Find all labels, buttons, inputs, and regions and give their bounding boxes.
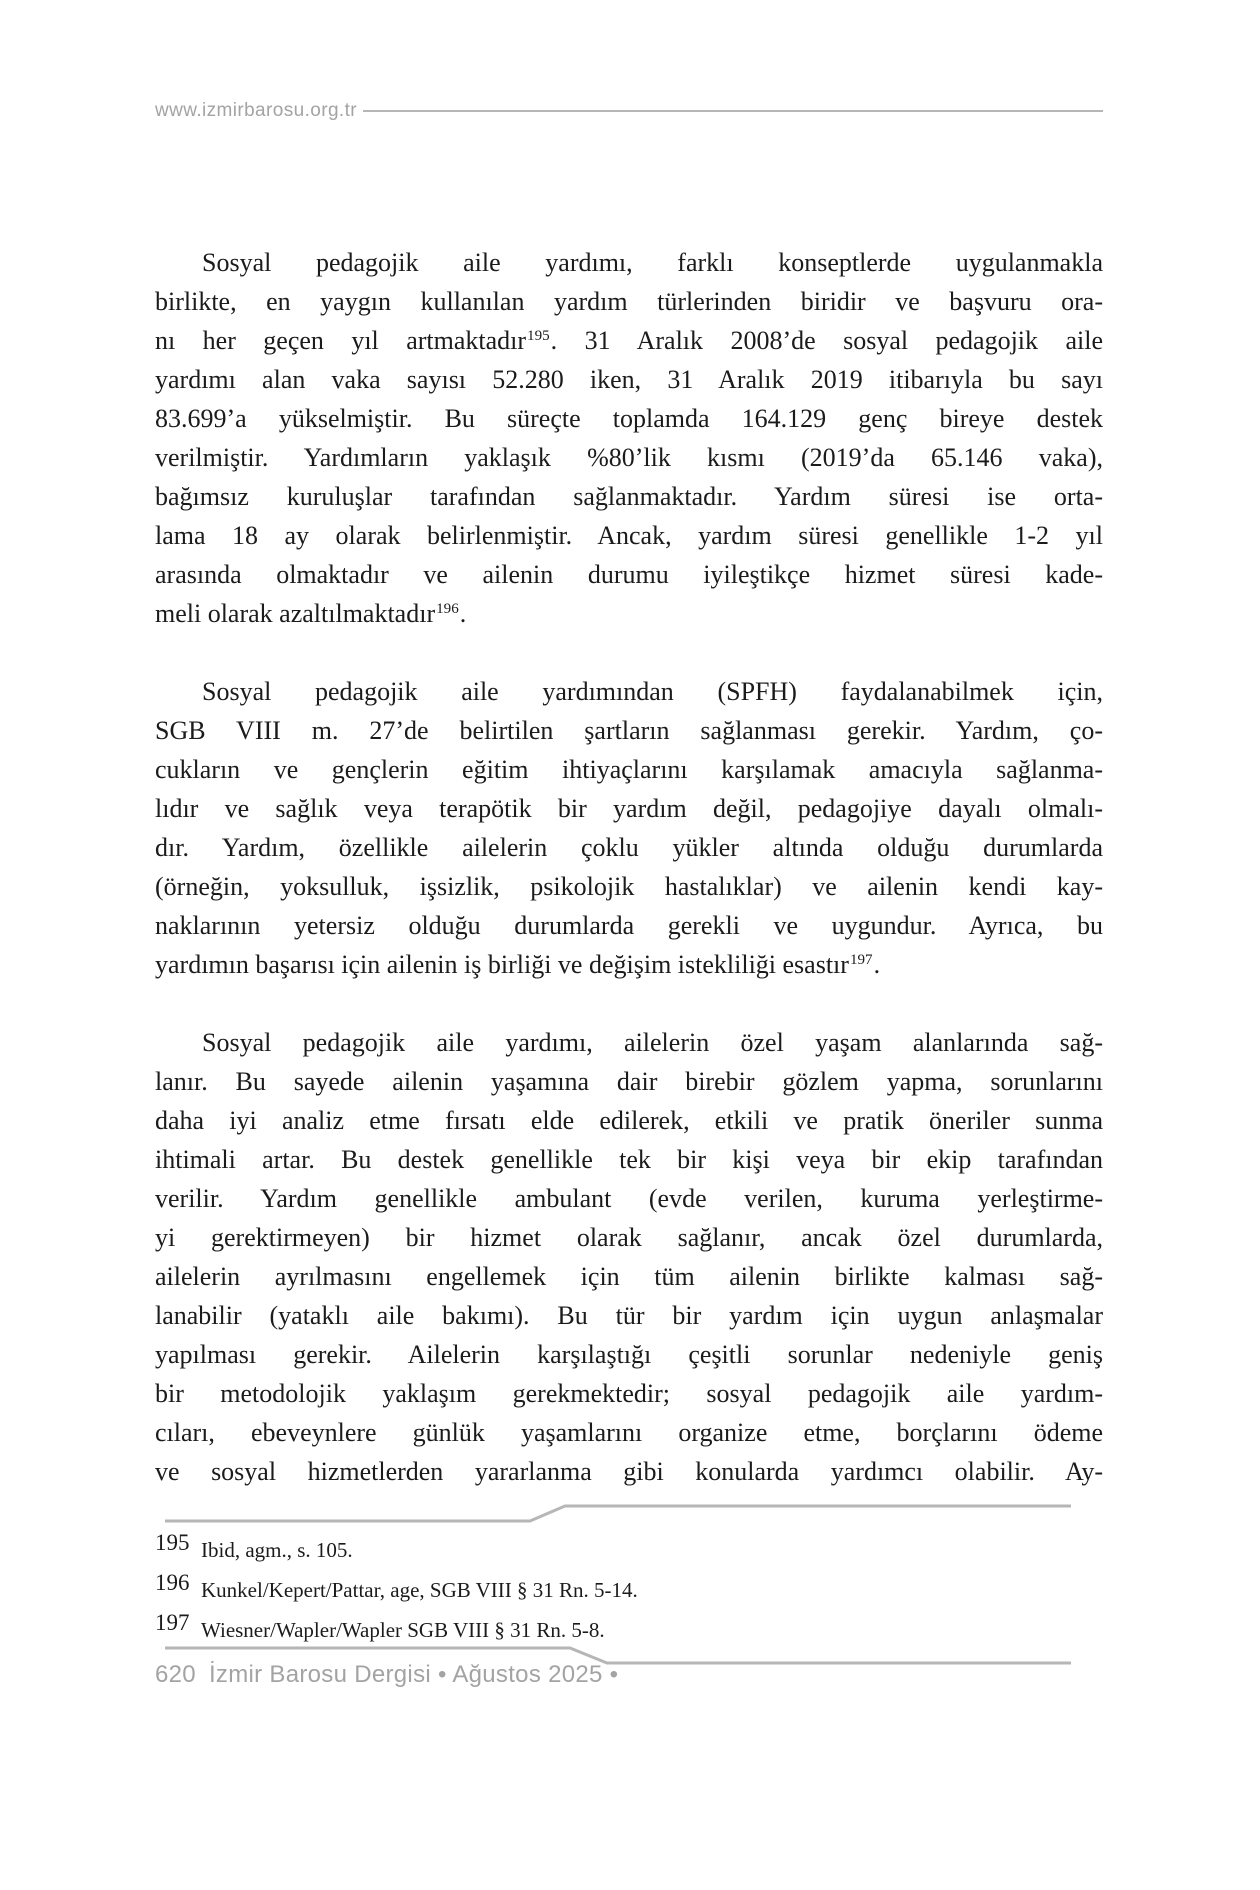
body-line: daha iyi analiz etme fırsatı elde edilerek, etkili ve pratik öneriler sunma <box>155 1106 1103 1135</box>
body-text <box>155 243 1103 1530</box>
body-line: lıdır ve sağlık veya terapötik bir yardım değil, pedagojiye dayalı olmalı- <box>155 794 1103 823</box>
header-website-text: www.izmirbarosu.org.tr <box>155 100 358 121</box>
body-line: bir metodolojik yaklaşım gerekmektedir; sosyal pedagojik aile yardım- <box>155 1379 1103 1408</box>
body-line: (örneğin, yoksulluk, işsizlik, psikolojik hastalıklar) ve ailenin kendi kay- <box>155 872 1103 901</box>
body-line: lanır. Bu sayede ailenin yaşamına dair birebir gözlem yapma, sorunlarını <box>155 1067 1103 1096</box>
body-line: yardımın başarısı için ailenin iş birliği ve değişim istekliliği esastır$^{197}$. <box>155 950 881 979</box>
body-line: yapılması gerekir. Ailelerin karşılaştığı çeşitli sorunlar nedeniyle geniş <box>155 1340 1103 1369</box>
header-rule <box>363 110 1103 112</box>
body-line: verilir. Yardım genellikle ambulant (evde verilen, kuruma yerleştirme- <box>155 1184 1103 1213</box>
body-paragraph <box>155 1023 1103 1491</box>
body-paragraph <box>155 672 1103 984</box>
body-line: cukların ve gençlerin eğitim ihtiyaçlarını karşılamak amacıyla sağlanma- <box>155 755 1103 784</box>
body-line: Sosyal pedagojik aile yardımından (SPFH) faydalanabilmek için, <box>202 677 1103 706</box>
body-line: lama 18 ay olarak belirlenmiştir. Ancak, yardım süresi genellikle 1-2 yıl <box>155 521 1103 550</box>
body-line: yi gerektirmeyen) bir hizmet olarak sağlanır, ancak özel durumlarda, <box>155 1223 1103 1252</box>
footnote-item <box>155 1568 1103 1608</box>
body-line: cıları, ebeveynlere günlük yaşamlarını organize etme, borçlarını ödeme <box>155 1418 1103 1447</box>
body-line: naklarının yetersiz olduğu durumlarda gerekli ve uygundur. Ayrıca, bu <box>155 911 1103 940</box>
body-line: Sosyal pedagojik aile yardımı, farklı konseptlerde uygulanmakla <box>202 248 1103 277</box>
page-header <box>155 100 1103 122</box>
body-line: yardımı alan vaka sayısı 52.280 iken, 31 Aralık 2019 itibarıyla bu sayı <box>155 365 1103 394</box>
body-line: SGB VIII m. 27’de belirtilen şartların sağlanması gerekir. Yardım, ço- <box>155 716 1103 745</box>
footnote-reference: 195 <box>527 327 550 344</box>
body-line: verilmiştir. Yardımların yaklaşık %80’lik kısmı (2019’da 65.146 vaka), <box>155 443 1103 472</box>
body-line: lanabilir (yataklı aile bakımı). Bu tür bir yardım için uygun anlaşmalar <box>155 1301 1103 1330</box>
footnote-text: Wiesner/Wapler/Wapler SGB VIII § 31 Rn. 5-8. <box>201 1618 605 1642</box>
body-line: 83.699’a yükselmiştir. Bu süreçte toplamda 164.129 genç bireye destek <box>155 404 1103 433</box>
body-line: ve sosyal hizmetlerden yararlanma gibi konularda yardımcı olabilir. Ay- <box>155 1457 1103 1486</box>
body-paragraph <box>155 243 1103 633</box>
footnote-separator <box>155 1498 1075 1526</box>
body-line: Sosyal pedagojik aile yardımı, ailelerin özel yaşam alanlarında sağ- <box>202 1028 1103 1057</box>
footnote-number: 197 <box>155 1610 190 1635</box>
footnote-text: Ibid, agm., s. 105. <box>201 1538 353 1562</box>
body-line: dır. Yardım, özellikle ailelerin çoklu yükler altında olduğu durumlarda <box>155 833 1103 862</box>
footnotes-block <box>155 1528 1103 1648</box>
page-footer <box>155 1661 618 1689</box>
footer-journal-title: İzmir Barosu Dergisi • Ağustos 2025 • <box>208 1661 619 1688</box>
footnote-number: 195 <box>155 1530 190 1555</box>
footnote-reference: 196 <box>436 600 459 617</box>
footnote-text: Kunkel/Kepert/Pattar, age, SGB VIII § 31 Rn. 5-14. <box>201 1578 638 1602</box>
body-line: birlikte, en yaygın kullanılan yardım türlerinden biridir ve başvuru ora- <box>155 287 1103 316</box>
footnote-number: 196 <box>155 1570 190 1595</box>
footer-page-number: 620 <box>155 1661 196 1688</box>
footnote-item <box>155 1528 1103 1568</box>
body-line: nı her geçen yıl artmaktadır$^{195}$. 31 Aralık 2008’de sosyal pedagojik aile <box>155 326 1103 355</box>
footnote-reference: 197 <box>849 951 873 968</box>
body-line: bağımsız kuruluşlar tarafından sağlanmaktadır. Yardım süresi ise orta- <box>155 482 1103 511</box>
body-line: meli olarak azaltılmaktadır$^{196}$. <box>155 599 467 628</box>
body-line: ailelerin ayrılmasını engellemek için tüm ailenin birlikte kalması sağ- <box>155 1262 1103 1291</box>
body-line: arasında olmaktadır ve ailenin durumu iyileştikçe hizmet süresi kade- <box>155 560 1103 589</box>
body-line: ihtimali artar. Bu destek genellikle tek bir kişi veya bir ekip tarafından <box>155 1145 1103 1174</box>
